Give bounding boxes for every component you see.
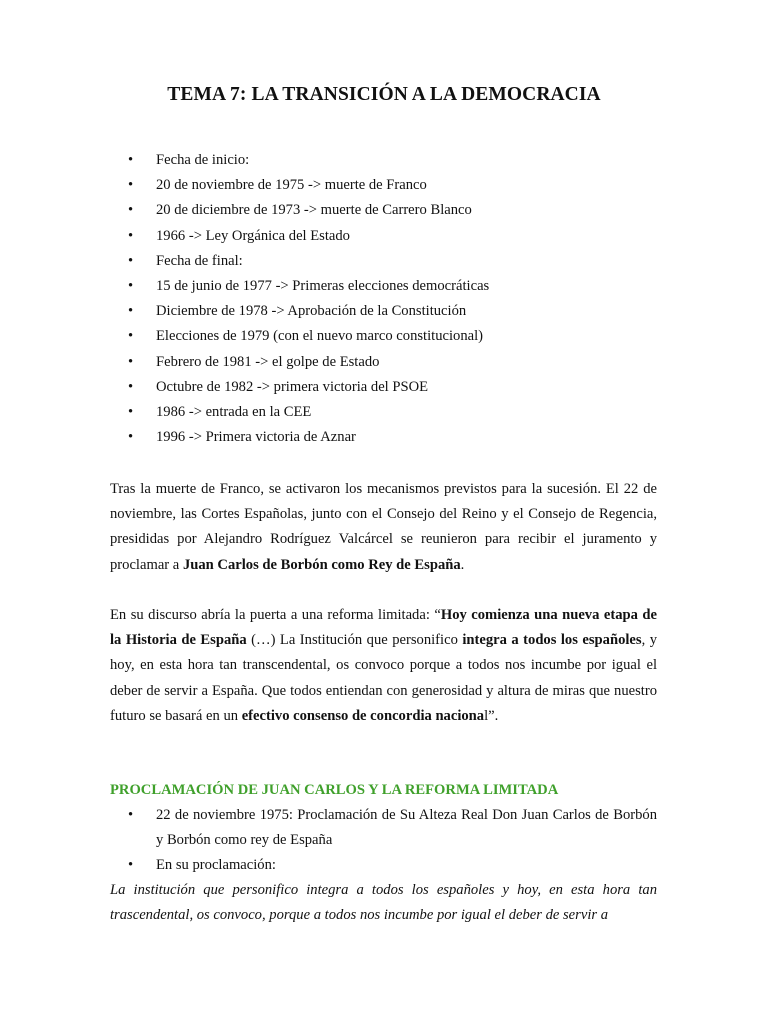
- proclamation-list: [0, 803, 768, 879]
- paragraph-succession: [110, 477, 657, 578]
- list-item: [0, 299, 768, 324]
- timeline-item-text: Elecciones de 1979 (con el nuevo marco constitucional): [156, 328, 484, 345]
- timeline-item-text: Fecha de inicio:: [156, 152, 250, 168]
- bold-text: integra a todos los españoles: [462, 632, 642, 649]
- bullet-icon: •: [128, 378, 134, 395]
- list-item: [0, 148, 768, 173]
- list-item: [0, 224, 768, 249]
- list-item: [0, 853, 768, 878]
- bold-text: efectivo consenso de concordia naciona: [241, 707, 485, 724]
- paragraph-text: Tras la muerte de Franco, se activaron los mecanismos previstos para la sucesión. El 22 de noviembre, las Cortes Españolas, junto con el Consejo del Reino y el Consejo de Regencia, presididas por Alejandro Rodríguez Valcárcel se reunieron para recibir el juramento y proclamar a: [110, 481, 657, 573]
- timeline-item-text: 15 de junio de 1977 -> Primeras elecciones democráticas: [156, 277, 490, 294]
- bold-text: Juan Carlos de Borbón como Rey de España: [182, 556, 461, 573]
- timeline-item-text: Fecha de final:: [156, 252, 243, 269]
- paragraph-text: En su discurso abría la puerta a una reforma limitada: “: [110, 607, 441, 623]
- bullet-icon: •: [128, 807, 134, 823]
- list-item: [0, 350, 768, 375]
- bullet-icon: •: [128, 252, 134, 269]
- bullet-icon: •: [128, 277, 134, 294]
- timeline-item-text: 1996 -> Primera victoria de Aznar: [156, 429, 356, 446]
- bullet-icon: •: [128, 429, 134, 446]
- bullet-icon: •: [128, 328, 134, 345]
- proclamation-item-text: 22 de noviembre 1975: Proclamación de Su Alteza Real Don Juan Carlos de Borbón y Borbón como rey de España: [156, 807, 657, 849]
- list-item: [0, 198, 768, 223]
- bold-text: Hoy comienza una nueva etapa de la Historia de España: [110, 607, 657, 649]
- bullet-icon: •: [128, 303, 134, 320]
- list-item: [0, 375, 768, 400]
- bullet-icon: •: [128, 177, 134, 194]
- list-item: [0, 173, 768, 198]
- paragraph-text: , y hoy, en esta hora tan transcendental, os convoco porque a todos nos incumbe por igual el deber de servir a España. Que todos entiendan con generosidad y altura de miras que nuestro futuro se basará en un: [110, 632, 657, 724]
- list-item: [0, 249, 768, 274]
- paragraph-text: (…) La Institución que personifico: [246, 632, 463, 649]
- paragraph-text: .: [460, 556, 465, 573]
- list-item: [0, 324, 768, 349]
- bullet-icon: •: [128, 353, 134, 370]
- bullet-icon: •: [128, 857, 134, 874]
- bullet-icon: •: [128, 152, 134, 168]
- proclamation-item-text: En su proclamación:: [156, 857, 276, 874]
- timeline-list: [0, 148, 768, 450]
- list-item: [0, 803, 768, 853]
- bullet-icon: •: [128, 403, 134, 420]
- timeline-item-text: 1986 -> entrada en la CEE: [156, 403, 312, 420]
- paragraph-speech: [110, 603, 657, 729]
- timeline-item-text: 20 de noviembre de 1975 -> muerte de Franco: [156, 177, 427, 194]
- bullet-icon: •: [128, 202, 134, 219]
- timeline-item-text: Octubre de 1982 -> primera victoria del PSOE: [156, 378, 429, 395]
- bullet-icon: •: [128, 227, 134, 244]
- timeline-item-text: Febrero de 1981 -> el golpe de Estado: [156, 353, 380, 370]
- timeline-item-text: Diciembre de 1978 -> Aprobación de la Constitución: [156, 303, 467, 320]
- timeline-item-text: 1966 -> Ley Orgánica del Estado: [156, 227, 350, 244]
- document-title: TEMA 7: LA TRANSICIÓN A LA DEMOCRACIA: [167, 84, 601, 105]
- section-heading: PROCLAMACIÓN DE JUAN CARLOS Y LA REFORMA LIMITADA: [110, 782, 559, 798]
- list-item: [0, 274, 768, 299]
- speech-quote: La institución que personifico integra a todos los españoles y hoy, en esta hora tan trascendental, os convoco, porque a todos nos incumbe por igual el deber de servir a: [110, 882, 657, 924]
- timeline-item-text: 20 de diciembre de 1973 -> muerte de Carrero Blanco: [156, 202, 472, 219]
- list-item: [0, 425, 768, 450]
- list-item: [0, 400, 768, 425]
- paragraph-text: l”.: [484, 707, 499, 724]
